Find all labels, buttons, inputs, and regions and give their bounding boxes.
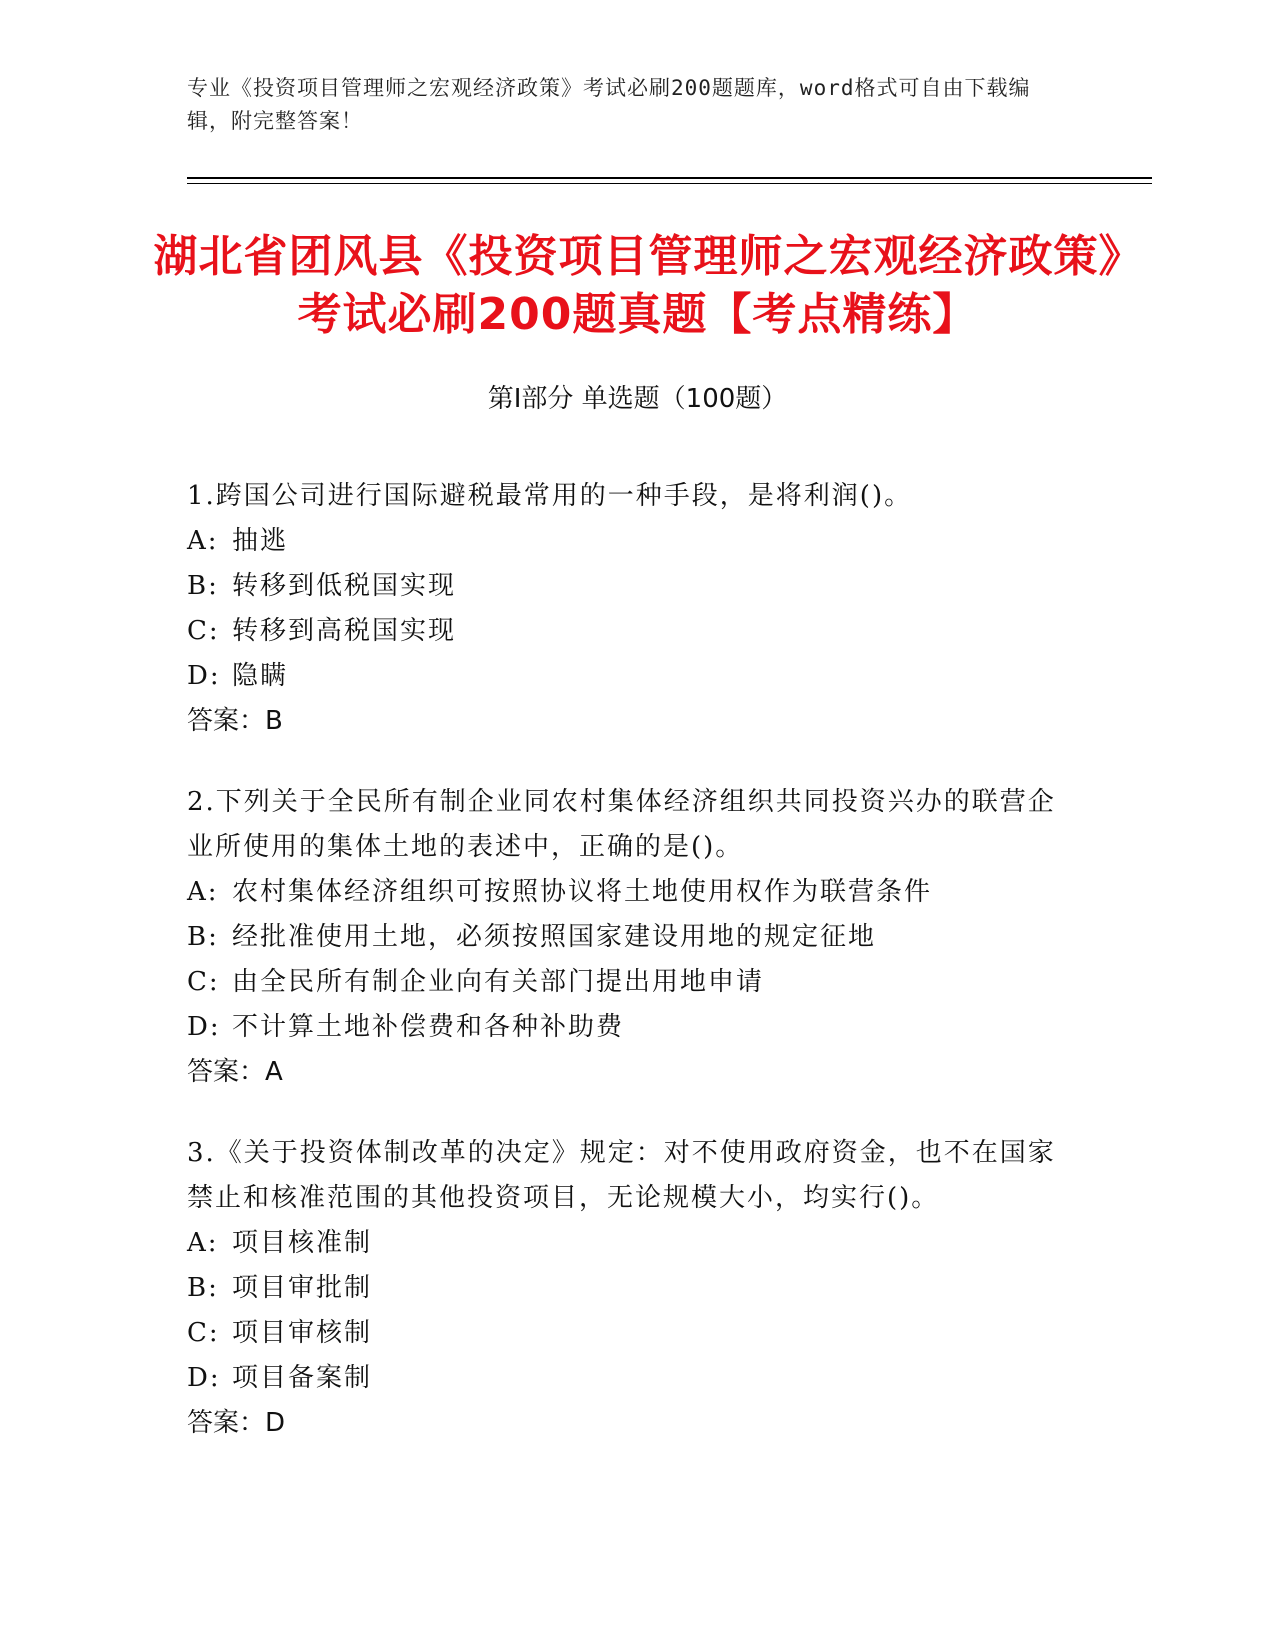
option-letter: B: [187, 571, 219, 601]
option-text: 项目备案制 [232, 1363, 373, 1393]
option-d [187, 654, 1067, 699]
question-1 [187, 474, 1067, 744]
question-list [187, 474, 1067, 1482]
option-c [187, 609, 1067, 654]
option-text: 项目审批制 [232, 1273, 373, 1303]
option-text: 抽逃 [232, 526, 289, 556]
question-stem: 1.跨国公司进行国际避税最常用的一种手段，是将利润()。 [187, 481, 913, 511]
option-letter: A: [187, 526, 219, 556]
option-b [187, 564, 1067, 609]
option-letter: A: [187, 877, 219, 907]
option-letter: D: [187, 661, 221, 691]
header-divider-thin [187, 183, 1152, 184]
option-text: 农村集体经济组织可按照协议将土地使用权作为联营条件 [232, 877, 933, 907]
answer-line: 答案：B [187, 706, 283, 736]
document-title: 湖北省团风县《投资项目管理师之宏观经济政策》考试必刷200题真题【考点精练】 [153, 231, 1122, 340]
question-3 [187, 1131, 1067, 1446]
option-letter: A: [187, 1228, 219, 1258]
option-b [187, 915, 1067, 960]
question-2 [187, 780, 1067, 1095]
option-letter: C: [187, 967, 220, 997]
option-c [187, 1311, 1067, 1356]
answer-line: 答案：A [187, 1057, 283, 1087]
option-c [187, 960, 1067, 1005]
option-a [187, 1221, 1067, 1266]
option-a [187, 870, 1067, 915]
option-text: 不计算土地补偿费和各种补助费 [232, 1012, 625, 1042]
header-note: 专业《投资项目管理师之宏观经济政策》考试必刷200题题库，word格式可自由下载编辑，附完整答案！ [187, 76, 1031, 133]
option-text: 隐瞒 [232, 661, 289, 691]
section-heading: 第Ⅰ部分 单选题（100题） [487, 384, 788, 414]
option-d [187, 1356, 1067, 1401]
option-letter: B: [187, 1273, 219, 1303]
question-stem: 3.《关于投资体制改革的决定》规定：对不使用政府资金，也不在国家禁止和核准范围的其他投资项目，无论规模大小，均实行()。 [187, 1138, 1056, 1213]
option-text: 项目审核制 [232, 1318, 373, 1348]
option-letter: D: [187, 1012, 221, 1042]
question-stem: 2.下列关于全民所有制企业同农村集体经济组织共同投资兴办的联营企业所使用的集体土地的表述中，正确的是()。 [187, 787, 1056, 862]
header-divider-thick [187, 177, 1152, 179]
option-letter: C: [187, 1318, 220, 1348]
option-letter: C: [187, 616, 220, 646]
option-b [187, 1266, 1067, 1311]
option-text: 经批准使用土地，必须按照国家建设用地的规定征地 [232, 922, 877, 952]
option-letter: B: [187, 922, 219, 952]
option-letter: D: [187, 1363, 221, 1393]
option-a [187, 519, 1067, 564]
answer-line: 答案：D [187, 1408, 286, 1438]
option-text: 由全民所有制企业向有关部门提出用地申请 [232, 967, 765, 997]
option-text: 转移到低税国实现 [232, 571, 457, 601]
option-text: 转移到高税国实现 [232, 616, 457, 646]
option-text: 项目核准制 [232, 1228, 373, 1258]
option-d [187, 1005, 1067, 1050]
